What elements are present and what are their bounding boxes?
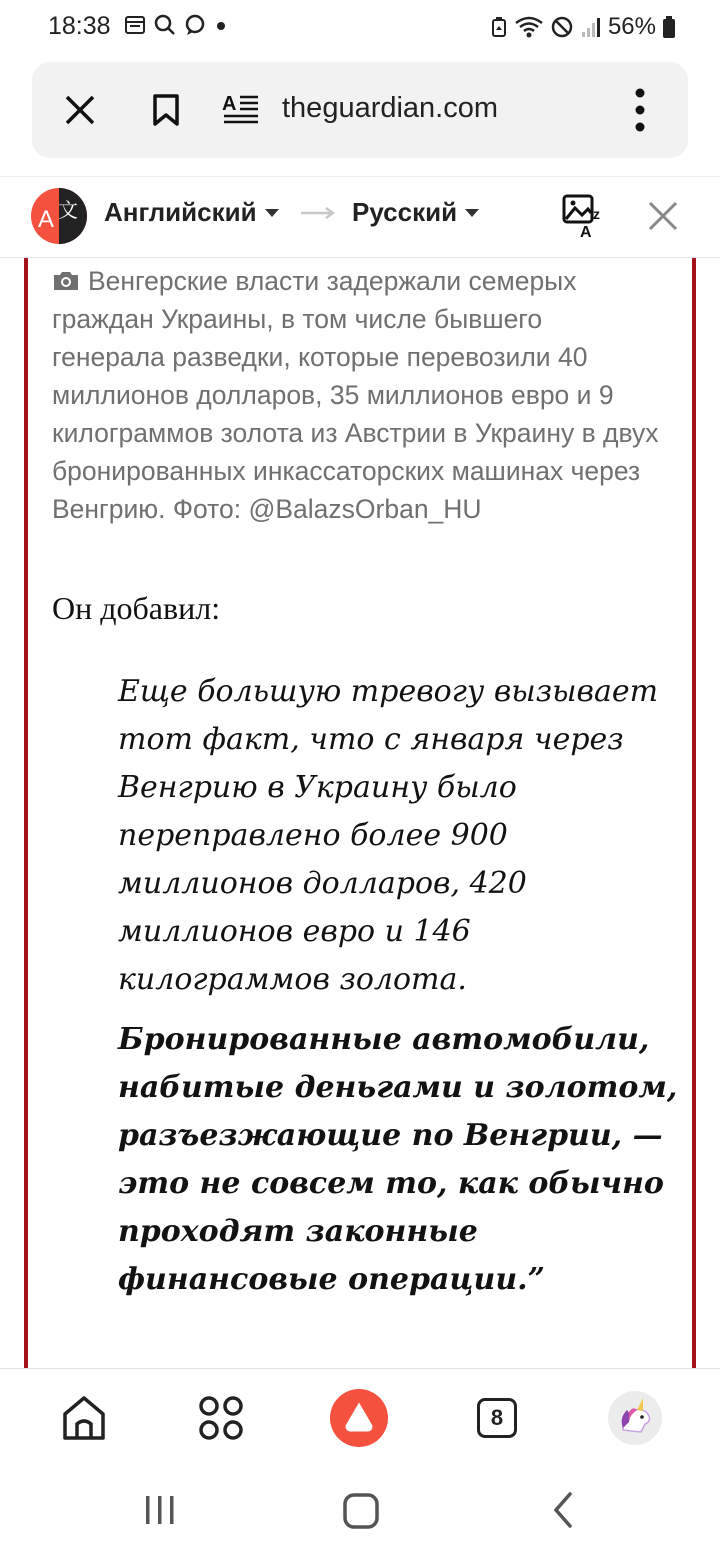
source-language-select[interactable] (104, 197, 279, 228)
battery-percent: 56% (607, 13, 656, 40)
services-button[interactable] (192, 1389, 250, 1447)
unicorn-avatar-icon (607, 1390, 663, 1446)
home-button[interactable] (55, 1389, 113, 1447)
more-vert-icon (635, 88, 645, 132)
status-time: 18:38 (48, 12, 111, 40)
back-chevron-icon (548, 1490, 578, 1530)
grid-icon (198, 1395, 244, 1441)
chevron-down-icon (265, 209, 279, 217)
bottom-navigation (0, 1368, 720, 1467)
system-navigation-bar (0, 1466, 720, 1560)
translate-image-icon (560, 193, 608, 239)
svg-text:A: A (580, 224, 592, 239)
bookmark-button[interactable] (142, 86, 190, 134)
tabs-button[interactable] (468, 1389, 526, 1447)
lead-text: Он добавил: (52, 590, 221, 626)
url-text[interactable]: theguardian.com (282, 92, 499, 124)
quote-italic: Еще большую тревогу вызывает тот факт, что с января через Венгрию в Украину было переправлено более 900 миллионов долларов, 420 миллионов евро и 146 килограммов золота. (118, 674, 659, 997)
recent-apps-button[interactable] (140, 1492, 180, 1528)
more-menu-button[interactable] (616, 86, 664, 134)
profile-button[interactable] (606, 1389, 664, 1447)
reader-mode-icon (222, 92, 262, 128)
tabs-count-icon (477, 1398, 517, 1438)
recent-apps-icon (140, 1492, 180, 1528)
close-icon (63, 93, 97, 127)
translate-logo-icon (30, 187, 88, 245)
alice-voice-button[interactable] (330, 1389, 388, 1447)
system-home-button[interactable] (342, 1492, 380, 1530)
url-bar (32, 62, 688, 158)
target-language-select[interactable] (352, 197, 479, 228)
arrow-right-icon (300, 205, 336, 221)
svg-text:文: 文 (58, 198, 78, 222)
camera-icon (52, 270, 80, 292)
status-bar (0, 0, 720, 56)
chat-bubble-icon (184, 14, 206, 36)
svg-text:A: A (38, 206, 55, 233)
alice-icon (330, 1388, 388, 1448)
image-caption (52, 262, 662, 528)
tabs-count: 8 (490, 1405, 504, 1430)
chevron-down-icon (465, 209, 479, 217)
translate-images-button[interactable] (560, 193, 608, 241)
close-tab-button[interactable] (56, 86, 104, 134)
svg-text:A: A (222, 93, 237, 115)
quote-bold: Бронированные автомобили, набитые деньгами и золотом, разъезжающие по Венгрии, — это не совсем то, как обычно проходят законные финансовые операции.” (118, 1022, 678, 1297)
status-right-icons (490, 13, 676, 41)
caption-text: Венгерские власти задержали семерых граждан Украины, в том числе бывшего генерала разведки, которые перевозили 40 миллионов долларов, 35 миллионов евро и 9 килограммов золота из Австрии в Украину в двух бронированных инкассаторских машинах через Венгрию. Фото: @BalazsOrban_HU (52, 266, 659, 524)
close-translate-button[interactable] (646, 199, 682, 235)
home-icon (61, 1394, 107, 1442)
signal-icon (580, 16, 602, 38)
wifi-icon (514, 15, 544, 39)
status-left-icons (124, 14, 228, 36)
search-icon (154, 14, 176, 36)
bookmark-icon (151, 93, 181, 127)
source-language-label: Английский (104, 197, 257, 227)
rounded-square-icon (342, 1492, 380, 1530)
calendar-icon (124, 14, 146, 36)
recycle-icon (490, 16, 508, 38)
close-icon (646, 199, 680, 233)
translate-bar (0, 176, 720, 258)
reader-mode-button[interactable] (218, 86, 266, 134)
article-content (24, 258, 696, 1368)
back-button[interactable] (548, 1490, 578, 1530)
dot-icon (214, 14, 228, 36)
svg-text:z: z (593, 206, 600, 222)
battery-icon (662, 15, 676, 39)
target-language-label: Русский (352, 197, 458, 227)
do-not-disturb-icon (550, 15, 574, 39)
